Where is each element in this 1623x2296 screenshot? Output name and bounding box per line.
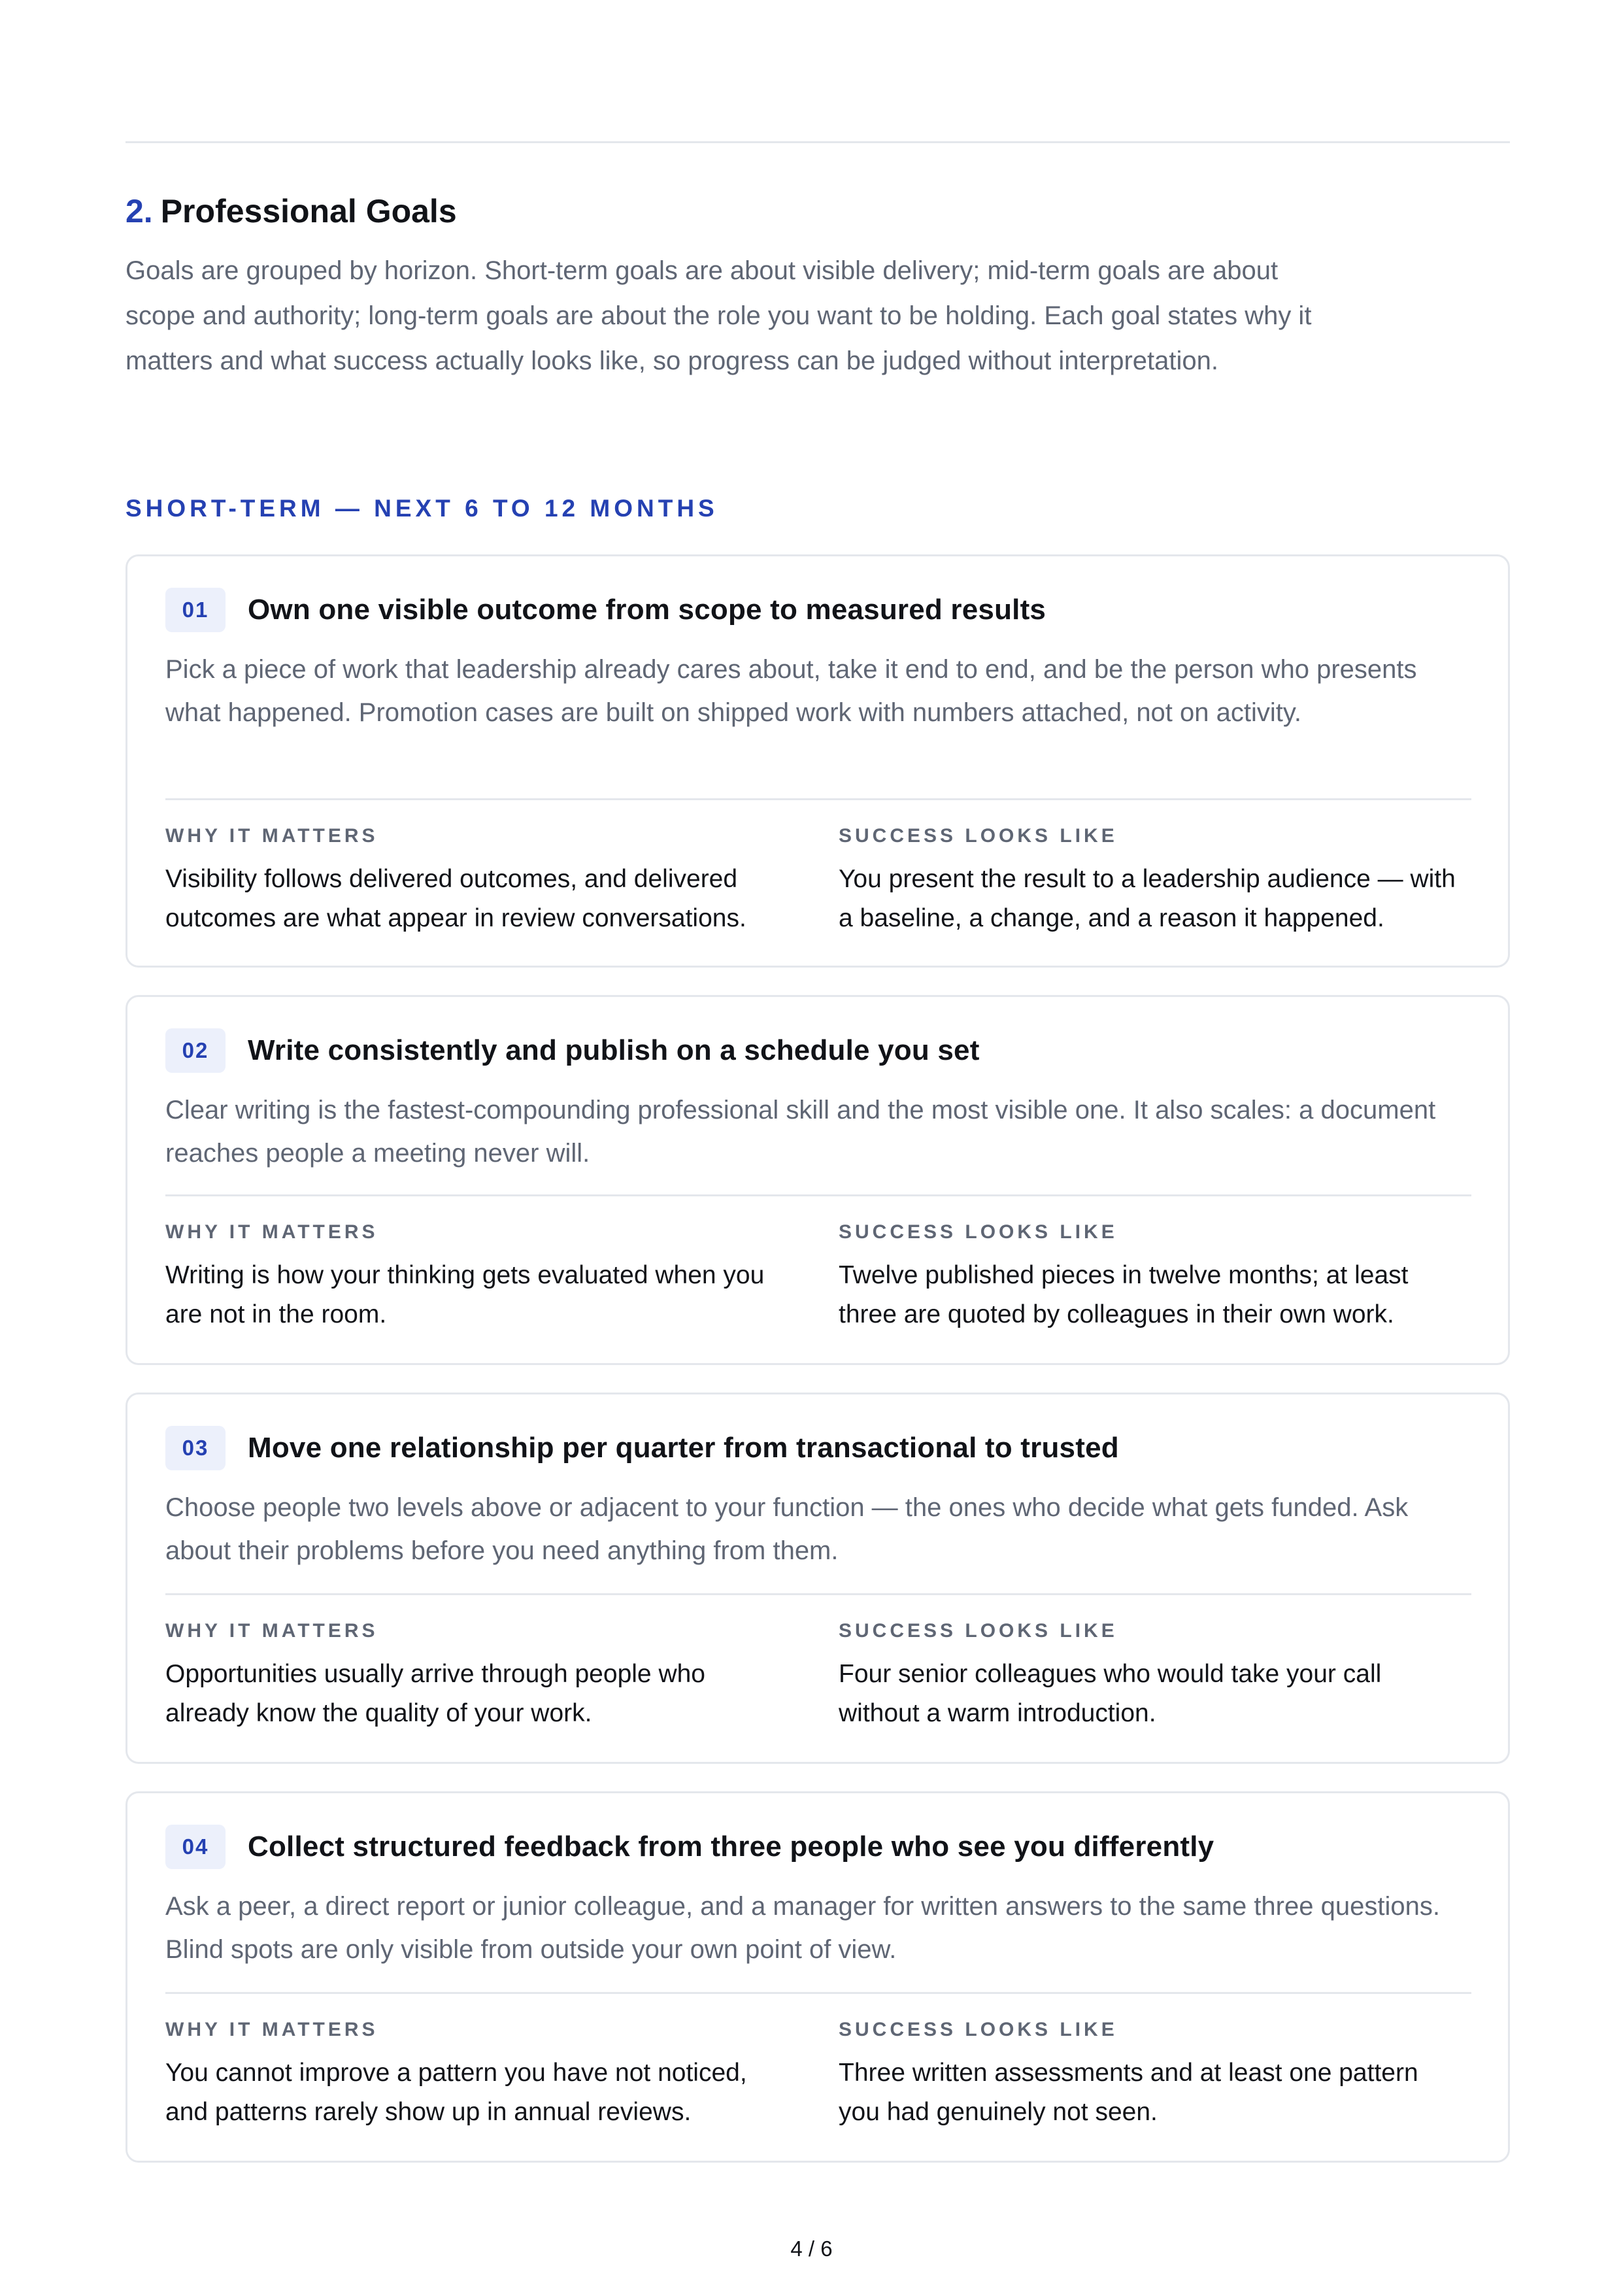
goal-description: Clear writing is the fastest-compounding professional skill and the most visible one. It also scales: a document reaches people a meeting never will. [165,1096,1436,1168]
why-text: Writing is how your thinking gets evaluated when you are not in the room. [165,1261,765,1328]
page-number: 4 / 6 [790,2237,833,2261]
success-looks-like [839,2017,1466,2132]
goal-description: Choose people two levels above or adjacent to your function — the ones who decide what gets funded. Ask about their problems before you need anything from them. [165,1493,1409,1565]
goal-title: Write consistently and publish on a schedule you set [248,1034,980,1066]
goal-number-badge: 04 [165,1825,226,1869]
goal-header [165,1426,1119,1470]
goal-number-badge: 02 [165,1028,226,1073]
section-heading [125,188,457,234]
section-title: Professional Goals [160,193,457,229]
why-label: WHY IT MATTERS [165,1620,378,1642]
goal-divider [165,1992,1471,1994]
why-text: You cannot improve a pattern you have not noticed, and patterns rarely show up in annual reviews. [165,2059,747,2126]
goal-card-04 [125,1791,1510,2163]
success-text: You present the result to a leadership audience — with a baseline, a change, and a reason it happened. [839,865,1456,932]
why-label: WHY IT MATTERS [165,1221,378,1243]
goal-divider [165,798,1471,800]
why-text: Opportunities usually arrive through people who already know the quality of your work. [165,1660,705,1727]
goal-number-badge: 03 [165,1426,226,1470]
success-label: SUCCESS LOOKS LIKE [839,1620,1118,1642]
success-label: SUCCESS LOOKS LIKE [839,825,1118,847]
goal-description: Ask a peer, a direct report or junior colleague, and a manager for written answers to the same three questions. Blind spots are only visible from outside your own point of view. [165,1892,1440,1964]
why-label: WHY IT MATTERS [165,2019,378,2040]
goal-card-01 [125,554,1510,968]
section-intro: Goals are grouped by horizon. Short-term goals are about visible delivery; mid-term goals are about scope and authority; long-term goals are about the role you want to be holding. Each goal states why it matters and what success actually looks like, so progress can be judged without interpretation. [125,256,1312,375]
success-looks-like [839,1219,1466,1334]
why-it-matters [165,2017,793,2132]
goal-divider [165,1194,1471,1196]
goal-card-02 [125,995,1510,1365]
goal-number-badge: 01 [165,588,226,632]
success-text: Four senior colleagues who would take your call without a warm introduction. [839,1660,1382,1727]
goal-card-03 [125,1393,1510,1764]
success-text: Twelve published pieces in twelve months; at least three are quoted by colleagues in their own work. [839,1261,1409,1328]
goal-description: Pick a piece of work that leadership already cares about, take it end to end, and be the person who presents what happened. Promotion cases are built on shipped work with numbers attached, not on activity. [165,655,1417,727]
section-number: 2. [125,193,153,229]
goal-header [165,588,1046,632]
success-label: SUCCESS LOOKS LIKE [839,1221,1118,1243]
success-looks-like [839,823,1466,938]
horizon-label: SHORT-TERM — NEXT 6 TO 12 MONTHS [125,495,718,522]
goal-title: Move one relationship per quarter from transactional to trusted [248,1432,1119,1464]
why-label: WHY IT MATTERS [165,825,378,847]
goal-title: Collect structured feedback from three people who see you differently [248,1831,1214,1863]
why-it-matters [165,1219,793,1334]
goal-header [165,1028,980,1073]
top-divider [125,141,1510,143]
goal-divider [165,1593,1471,1595]
why-it-matters [165,823,793,938]
why-it-matters [165,1618,793,1733]
success-looks-like [839,1618,1466,1733]
success-text: Three written assessments and at least one pattern you had genuinely not seen. [839,2059,1418,2126]
goal-header [165,1825,1214,1869]
success-label: SUCCESS LOOKS LIKE [839,2019,1118,2040]
goal-title: Own one visible outcome from scope to measured results [248,594,1046,626]
why-text: Visibility follows delivered outcomes, and delivered outcomes are what appear in review conversations. [165,865,746,932]
